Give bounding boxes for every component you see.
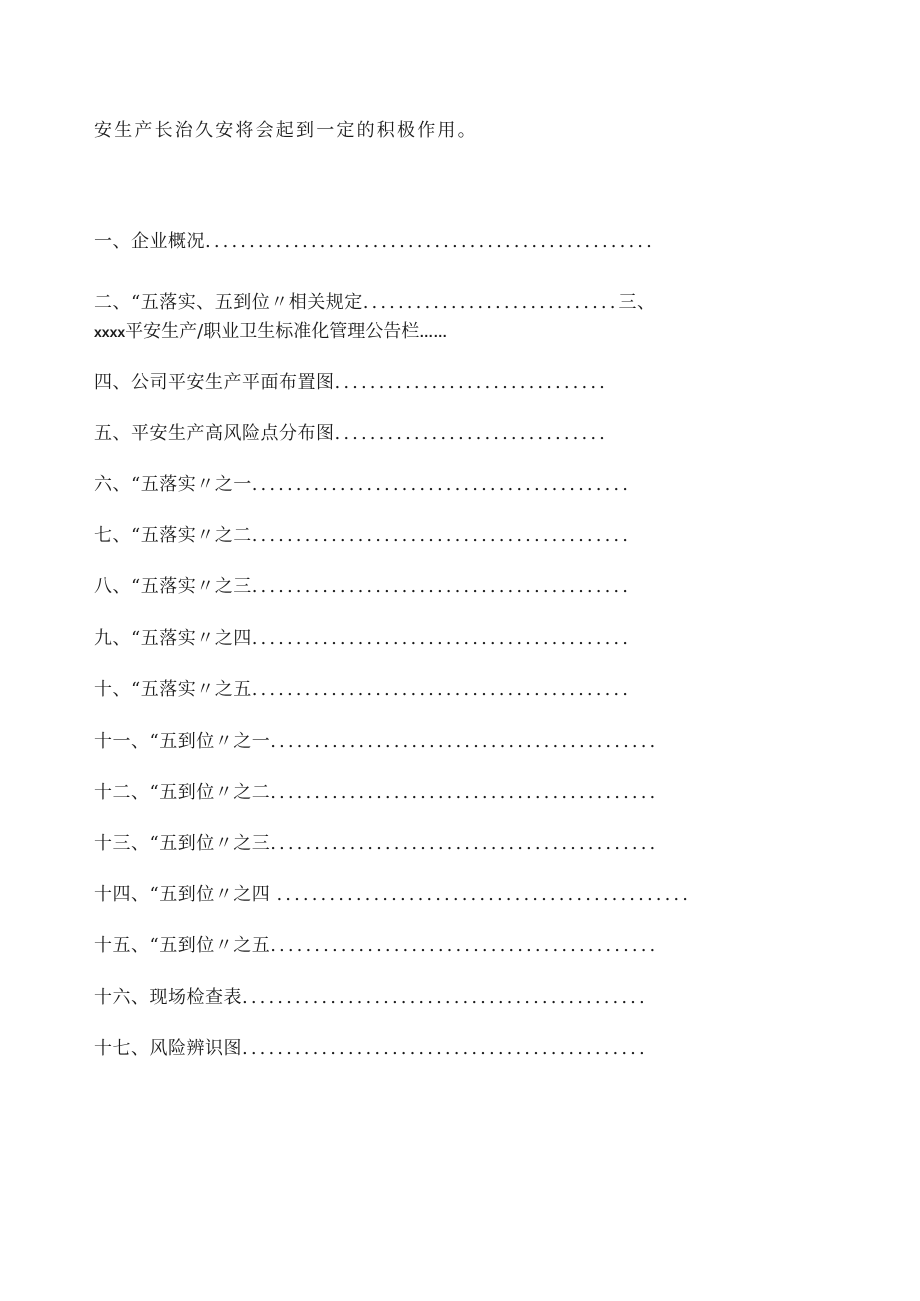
toc-entry-5[interactable]: [94, 421, 608, 447]
toc-entry-label: 七、“五落实〃之二: [94, 525, 252, 546]
toc-entry-label: 六、“五落实〃之一: [94, 474, 252, 495]
toc-entry-4[interactable]: [94, 370, 608, 396]
toc-entry-8[interactable]: [94, 574, 631, 600]
toc-entry-label: 二、“五落实、五到位〃相关规定: [94, 292, 363, 313]
toc-entry-label: 十一、“五到位〃之一: [94, 731, 271, 752]
toc-entry-label: 十四、“五到位〃之四: [94, 884, 277, 905]
company-placeholder: xxxx: [94, 324, 126, 340]
toc-entry-label: 十二、“五到位〃之二: [94, 782, 271, 803]
toc-entry-10[interactable]: [94, 677, 631, 703]
toc-leader-dots: ...........................................: [251, 525, 632, 546]
toc-leader-dots: ...............................................: [276, 884, 692, 905]
toc-entry-3-start: 三、: [618, 292, 656, 313]
toc-ellipsis: ……: [419, 324, 448, 340]
toc-leader-dots: ..............................................: [242, 1038, 648, 1059]
toc-leader-dots: ...........................................: [251, 576, 632, 597]
toc-leader-dots: ...........................................: [251, 628, 632, 649]
toc-entry-label: 十七、风险辨识图: [94, 1038, 242, 1059]
toc-leader-dots: ...........................................: [251, 679, 632, 700]
toc-entry-13[interactable]: [94, 831, 658, 857]
toc-leader-dots: ............................................: [270, 833, 659, 854]
toc-entry-14[interactable]: [94, 882, 691, 908]
toc-entry-12[interactable]: [94, 780, 658, 806]
toc-entry-3-continued[interactable]: [94, 319, 447, 345]
toc-entry-label: 八、“五落实〃之三: [94, 576, 252, 597]
toc-leader-dots: ............................................: [270, 935, 659, 956]
toc-entry-17[interactable]: [94, 1036, 648, 1062]
intro-paragraph: 安生产长治久安将会起到一定的积极作用。: [94, 120, 478, 141]
toc-entry-label: 四、公司平安生产平面布置图: [94, 372, 335, 393]
toc-entry-6[interactable]: [94, 472, 631, 498]
toc-leader-dots: ...............................: [334, 423, 608, 444]
toc-leader-dots: ..............................................: [242, 987, 648, 1008]
toc-entry-label: 九、“五落实〃之四: [94, 628, 252, 649]
toc-leader-dots: .............................: [362, 292, 619, 313]
toc-entry-7[interactable]: [94, 523, 631, 549]
toc-entry-label: 一、企业概况: [94, 231, 205, 252]
toc-leader-dots: ...............................: [334, 372, 608, 393]
toc-entry-label: 平安生产/职业卫生标准化管理公告栏: [125, 321, 420, 342]
toc-entry-label: 五、平安生产高风险点分布图: [94, 423, 335, 444]
toc-entry-label: 十、“五落实〃之五: [94, 679, 252, 700]
toc-leader-dots: ...................................................: [205, 231, 655, 252]
toc-leader-dots: ............................................: [270, 731, 659, 752]
toc-entry-label: 十六、现场检查表: [94, 987, 242, 1008]
toc-entry-11[interactable]: [94, 729, 658, 755]
toc-entry-9[interactable]: [94, 626, 631, 652]
toc-entry-15[interactable]: [94, 933, 658, 959]
toc-entry-label: 十三、“五到位〃之三: [94, 833, 271, 854]
toc-entry-1[interactable]: [94, 229, 655, 255]
toc-entry-16[interactable]: [94, 985, 648, 1011]
toc-leader-dots: ............................................: [270, 782, 659, 803]
toc-entry-2[interactable]: [94, 290, 656, 316]
toc-entry-label: 十五、“五到位〃之五: [94, 935, 271, 956]
toc-leader-dots: ...........................................: [251, 474, 632, 495]
